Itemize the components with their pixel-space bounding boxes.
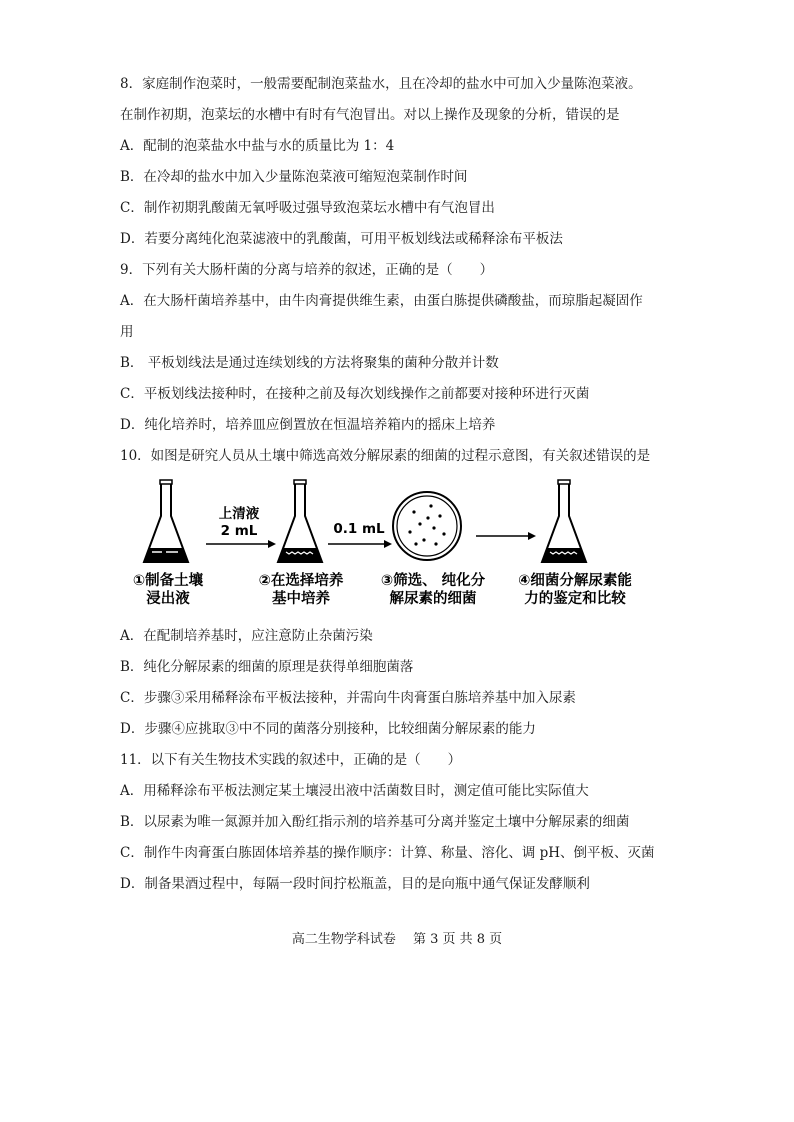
q8-option-b: B．在冷却的盐水中加入少量陈泡菜液可缩短泡菜制作时间	[120, 169, 468, 185]
q9-option-c: C．平板划线法接种时，在接种之前及每次划线操作之前都要对接种环进行灭菌	[120, 386, 590, 402]
q8-option-a: A．配制的泡菜盐水中盐与水的质量比为 1：4	[120, 138, 395, 154]
step-3-label-line2: 解尿素的细菌	[389, 591, 477, 607]
q8-option-c: C．制作初期乳酸菌无氧呼吸过强导致泡菜坛水槽中有气泡冒出	[120, 200, 495, 216]
q11-option-b: B．以尿素为唯一氮源并加入酚红指示剂的培养基可分离并鉴定土壤中分解尿素的细菌	[120, 814, 630, 830]
step-1-label-line1: ①制备土壤	[132, 573, 204, 589]
q9-option-b: B． 平板划线法是通过连续划线的方法将聚集的菌种分散并计数	[120, 355, 499, 371]
q11-option-c: C．制作牛肉膏蛋白胨固体培养基的操作顺序：计算、称量、溶化、调 pH、倒平板、灭菌	[120, 845, 655, 861]
q10-stem: 10．如图是研究人员从土壤中筛选高效分解尿素的细菌的过程示意图，有关叙述错误的是	[120, 448, 651, 464]
flask-1-icon	[144, 480, 188, 562]
step-1-label-line2: 浸出液	[146, 591, 190, 607]
arrow-3	[476, 532, 536, 540]
petri-dish-icon	[393, 492, 461, 560]
arrow-1-bottom-label: 2 mL	[220, 523, 258, 539]
q10-option-c: C．步骤③采用稀释涂布平板法接种，并需向牛肉膏蛋白胨培养基中加入尿素	[120, 690, 576, 706]
q10-option-a: A．在配制培养基时，应注意防止杂菌污染	[120, 628, 373, 644]
q10-option-b: B．纯化分解尿素的细菌的原理是获得单细胞菌落	[120, 659, 414, 675]
q10-option-d: D．步骤④应挑取③中不同的菌落分别接种，比较细菌分解尿素的能力	[120, 721, 536, 737]
q10-process-figure	[118, 476, 678, 611]
flask-2-icon	[278, 480, 322, 562]
arrow-1-top-label: 上清液	[218, 506, 260, 522]
q9-option-d: D．纯化培养时，培养皿应倒置放在恒温培养箱内的摇床上培养	[120, 417, 496, 433]
arrow-2	[328, 540, 392, 548]
process-diagram	[118, 476, 678, 571]
step-4-label-line2: 力的鉴定和比较	[524, 591, 626, 607]
q11-stem: 11．以下有关生物技术实践的叙述中，正确的是（ ）	[120, 752, 462, 768]
page-footer: 高二生物学科试卷 第 3 页 共 8 页	[291, 932, 503, 947]
q11-option-a: A．用稀释涂布平板法测定某土壤浸出液中活菌数目时，测定值可能比实际值大	[120, 783, 589, 799]
q8-stem-line1: 8．家庭制作泡菜时，一般需要配制泡菜盐水，且在冷却的盐水中可加入少量陈泡菜液。	[120, 76, 642, 92]
arrow-1	[206, 540, 276, 548]
step-4-label-line1: ④细菌分解尿素能	[518, 573, 632, 589]
flask-3-icon	[542, 480, 586, 562]
q8-option-d: D．若要分离纯化泡菜滤液中的乳酸菌，可用平板划线法或稀释涂布平板法	[120, 231, 563, 247]
step-2-label-line2: 基中培养	[272, 591, 330, 607]
q11-option-d: D．制备果酒过程中，每隔一段时间拧松瓶盖，目的是向瓶中通气保证发酵顺利	[120, 876, 590, 892]
step-2-label-line1: ②在选择培养	[258, 573, 344, 589]
q8-stem-line2: 在制作初期，泡菜坛的水槽中有时有气泡冒出。对以上操作及现象的分析，错误的是	[120, 107, 620, 123]
q9-option-a-line1: A．在大肠杆菌培养基中，由牛肉膏提供维生素，由蛋白胨提供磷酸盐，而琼脂起凝固作	[120, 293, 643, 309]
q9-option-a-line2: 用	[120, 324, 134, 340]
arrow-2-label: 0.1 mL	[333, 521, 385, 537]
q9-stem: 9．下列有关大肠杆菌的分离与培养的叙述，正确的是（ ）	[120, 262, 494, 278]
step-3-label-line1: ③筛选、 纯化分	[380, 573, 486, 589]
